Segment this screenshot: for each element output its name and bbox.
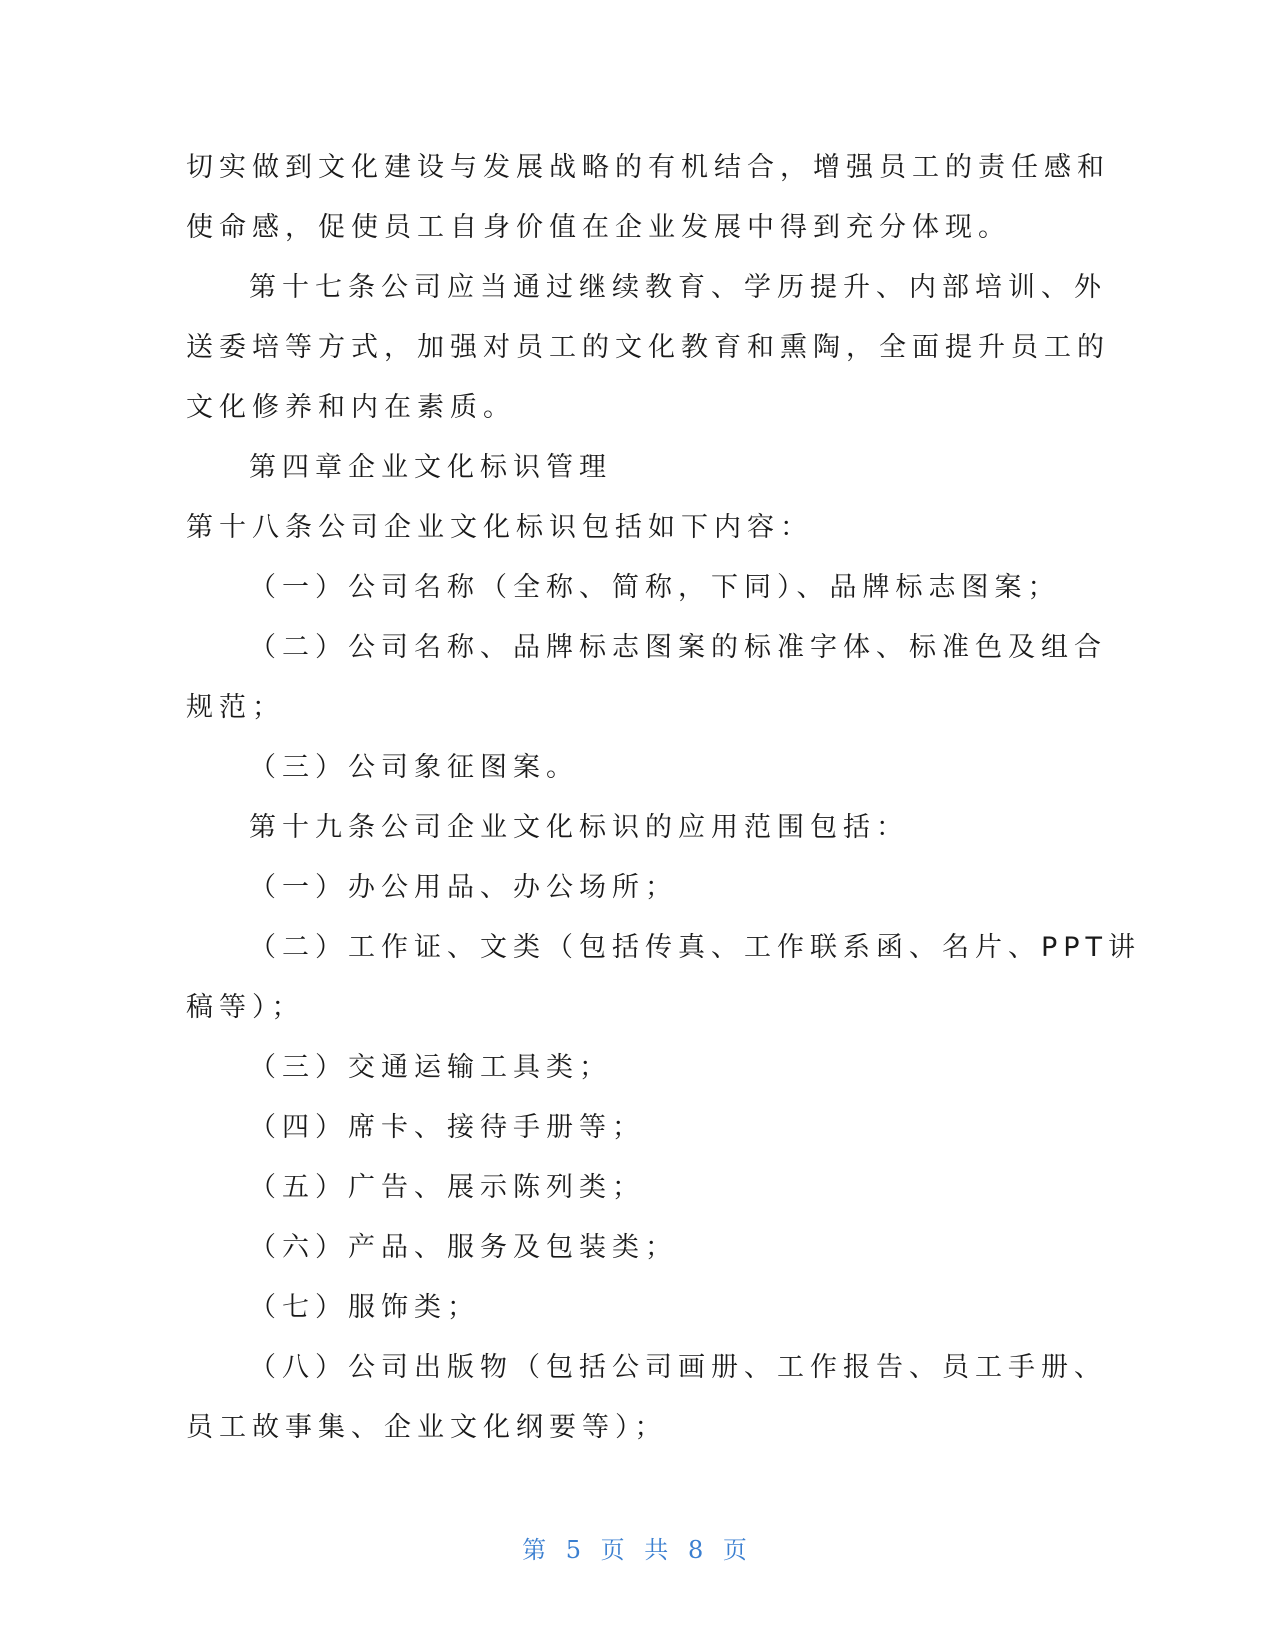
list-item: （五）广告、展示陈列类； [249,1172,645,1203]
list-item: （四）席卡、接待手册等； [249,1112,645,1143]
list-item-continuation: 员工故事集、企业文化纲要等）； [186,1412,668,1443]
list-item-continuation: 规范； [186,692,285,723]
list-item: （一）公司名称（全称、简称，下同）、品牌标志图案； [249,572,1061,603]
list-item: （七）服饰类； [249,1292,480,1323]
list-item: （二）公司名称、品牌标志图案的标准字体、标准色及组合 [249,632,1107,663]
list-item: （二）工作证、文类（包括传真、工作联系函、名片、PPT讲 [249,932,1142,963]
paragraph-line: 文化修养和内在素质。 [186,392,516,423]
paragraph-line: 第十九条公司企业文化标识的应用范围包括： [249,812,909,843]
list-item: （三）公司象征图案。 [249,752,579,783]
list-item-continuation: 稿等）； [186,992,305,1023]
list-item: （六）产品、服务及包装类； [249,1232,678,1263]
paragraph-line: 使命感，促使员工自身价值在企业发展中得到充分体现。 [186,212,1011,243]
paragraph-line: 送委培等方式，加强对员工的文化教育和熏陶，全面提升员工的 [186,332,1110,363]
body-text [186,138,1142,1458]
list-item: （一）办公用品、办公场所； [249,872,678,903]
paragraph-line: 切实做到文化建设与发展战略的有机结合，增强员工的责任感和 [186,152,1110,183]
list-item: （三）交通运输工具类； [249,1052,612,1083]
page-number-footer: 第 5 页 共 8 页 [522,1536,753,1564]
paragraph-line: 第十八条公司企业文化标识包括如下内容： [186,512,813,543]
list-item: （八）公司出版物（包括公司画册、工作报告、员工手册、 [249,1352,1107,1383]
chapter-heading: 第四章企业文化标识管理 [249,452,612,483]
paragraph-line: 第十七条公司应当通过继续教育、学历提升、内部培训、外 [249,272,1107,303]
